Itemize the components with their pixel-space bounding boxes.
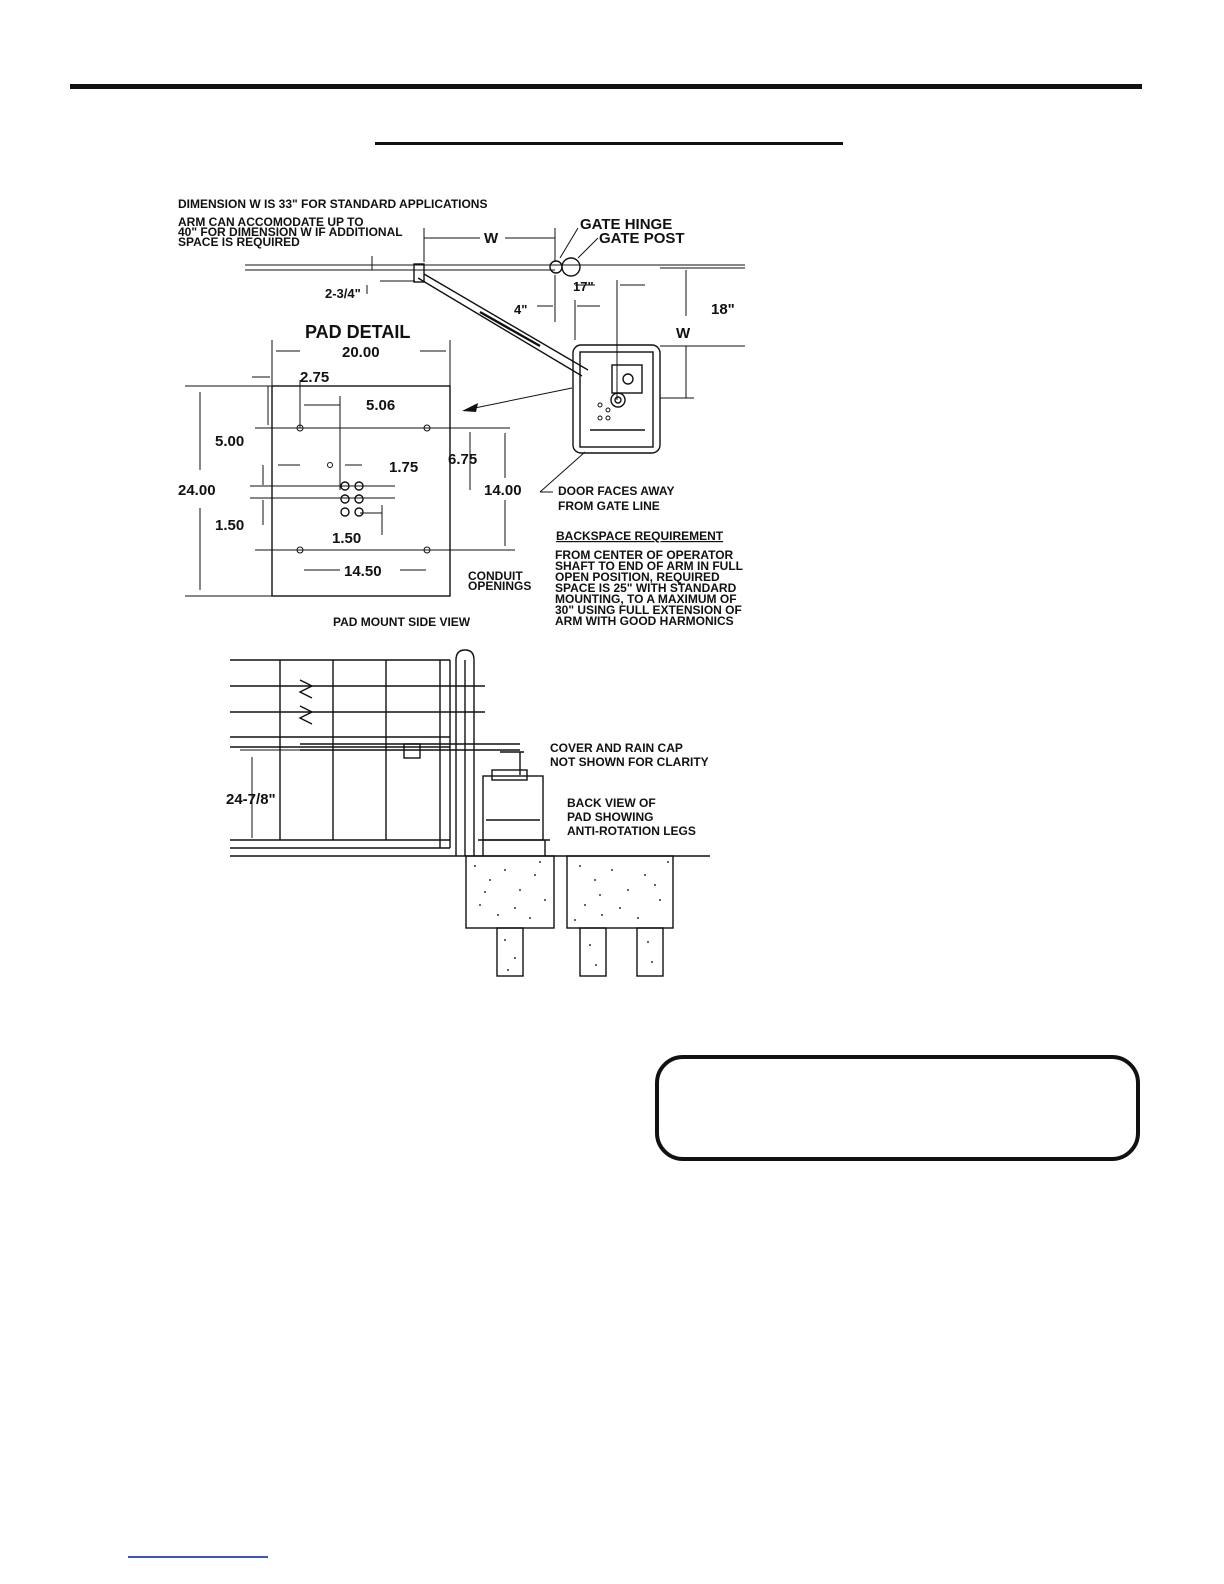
cover-note-2: NOT SHOWN FOR CLARITY — [550, 755, 709, 769]
dim-1-50-bottom: 1.50 — [332, 530, 362, 547]
operator-side — [483, 776, 543, 840]
backspace-line-5: MOUNTING, TO A MAXIMUM OF — [555, 592, 737, 606]
concrete-pad-back — [567, 856, 673, 976]
backspace-line-2: SHAFT TO END OF ARM IN FULL — [555, 559, 743, 573]
back-view-note-3: ANTI-ROTATION LEGS — [567, 824, 696, 838]
backspace-line-6: 30" USING FULL EXTENSION OF — [555, 603, 742, 617]
dim-14-50: 14.50 — [344, 563, 382, 580]
w-top-label: W — [484, 230, 499, 247]
dim-17: 17" — [573, 279, 594, 294]
dim-1-50-left: 1.50 — [215, 517, 245, 534]
gate-post-symbol — [562, 258, 580, 276]
backspace-line-1: FROM CENTER OF OPERATOR — [555, 548, 734, 562]
dim-24-7-8: 24-7/8" — [226, 791, 276, 808]
dim-20: 20.00 — [342, 344, 380, 361]
conduit-openings — [341, 482, 363, 516]
w-right-label: W — [676, 325, 691, 342]
conduit-label-2: OPENINGS — [468, 579, 532, 593]
backspace-line-3: OPEN POSITION, REQUIRED — [555, 570, 720, 584]
dim-5-06: 5.06 — [366, 397, 396, 414]
dimension-w-note: DIMENSION W IS 33" FOR STANDARD APPLICATIONS — [178, 197, 488, 211]
concrete-stipple — [474, 861, 669, 971]
dim-4: 4" — [514, 302, 528, 317]
pad-detail-drawing — [185, 340, 515, 596]
dim-24: 24.00 — [178, 482, 216, 499]
gate-hinge-label: GATE HINGE — [580, 216, 673, 233]
notice-box — [655, 1055, 1140, 1161]
gate-hinge-symbol — [550, 261, 562, 273]
door-note-2: FROM GATE LINE — [558, 499, 660, 513]
gate-post-label: GATE POST — [599, 230, 685, 247]
backspace-title: BACKSPACE REQUIREMENT — [556, 529, 724, 543]
plan-view — [245, 228, 745, 492]
back-view-note-2: PAD SHOWING — [567, 810, 654, 824]
arm-note-line-2: 40" FOR DIMENSION W IF ADDITIONAL — [178, 225, 403, 239]
backspace-line-4: SPACE IS 25" WITH STANDARD — [555, 581, 737, 595]
side-view-title: PAD MOUNT SIDE VIEW — [333, 615, 471, 629]
dim-14: 14.00 — [484, 482, 522, 499]
backspace-line-7: ARM WITH GOOD HARMONICS — [555, 614, 734, 628]
back-view-note-1: BACK VIEW OF — [567, 796, 656, 810]
dim-5-00: 5.00 — [215, 433, 245, 450]
concrete-pad-side — [466, 856, 554, 976]
arm-note-line-1: ARM CAN ACCOMODATE UP TO — [178, 215, 364, 229]
dim-6-75: 6.75 — [448, 451, 478, 468]
dim-2-3-4: 2-3/4" — [325, 286, 361, 301]
dim-18: 18" — [711, 301, 735, 318]
pad-detail-title: PAD DETAIL — [305, 322, 411, 342]
cover-note-1: COVER AND RAIN CAP — [550, 741, 683, 755]
arm-note-line-3: SPACE IS REQUIRED — [178, 235, 300, 249]
dim-2-75: 2.75 — [300, 369, 330, 386]
dim-1-75: 1.75 — [389, 459, 419, 476]
footer-link-underline[interactable] — [128, 1556, 268, 1558]
door-note-1: DOOR FACES AWAY — [558, 484, 675, 498]
conduit-label-1: CONDUIT — [468, 569, 523, 583]
